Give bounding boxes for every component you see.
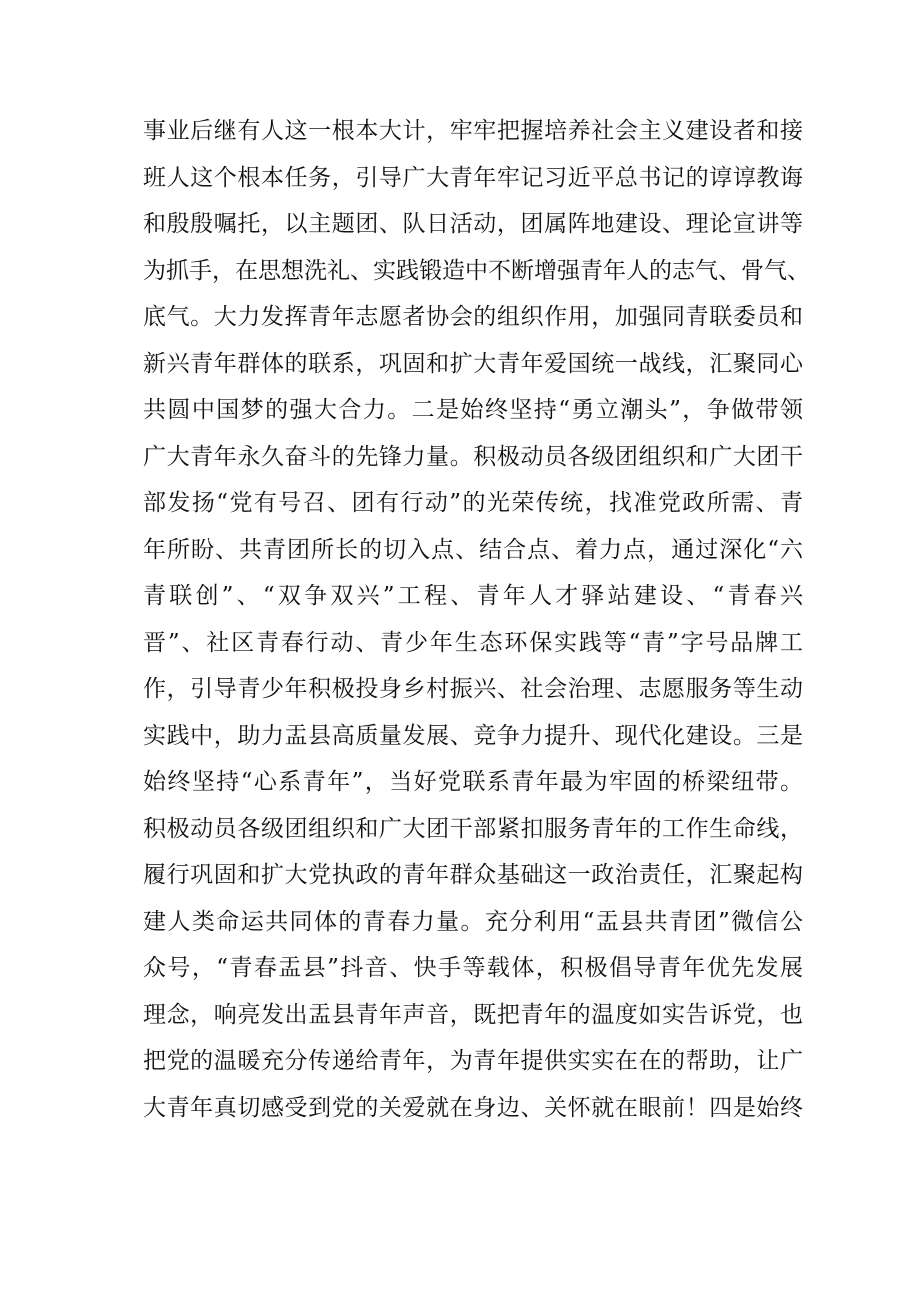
text-line: 始终坚持“心系青年”，当好党联系青年最为牢固的桥梁纽带。 (143, 769, 803, 795)
text-line: 广大青年永久奋斗的先锋力量。积极动员各级团组织和广大团干 (143, 443, 803, 470)
text-line: 和殷殷嘱托，以主题团、队日活动，团属阵地建设、理论宣讲等 (143, 211, 803, 237)
text-line: 部发扬“党有号召、团有行动”的光荣传统，找准党政所需、青 (143, 490, 803, 516)
text-line: 把党的温暖充分传递给青年，为青年提供实实在在的帮助，让广 (143, 1048, 803, 1074)
text-line: 积极动员各级团组织和广大团干部紧扣服务青年的工作生命线， (143, 815, 803, 842)
text-line: 年所盼、共青团所长的切入点、结合点、着力点，通过深化“六 (143, 536, 803, 563)
text-line: 建人类命运共同体的青春力量。充分利用“盂县共青团”微信公 (143, 908, 803, 935)
text-line: 晋”、社区青春行动、青少年生态环保实践等“青”字号品牌工 (143, 629, 803, 656)
text-line: 实践中，助力盂县高质量发展、竞争力提升、现代化建设。三是 (143, 722, 803, 749)
body-paragraph (143, 108, 810, 1131)
text-line: 众号，“青春盂县”抖音、快手等载体，积极倡导青年优先发展 (143, 955, 803, 981)
text-line: 为抓手，在思想洗礼、实践锻造中不断增强青年人的志气、骨气、 (143, 257, 810, 284)
text-line: 青联创”、“双争双兴”工程、青年人才驿站建设、“青春兴 (143, 583, 803, 609)
text-line: 大青年真切感受到党的关爱就在身边、关怀就在眼前！四是始终 (143, 1094, 803, 1121)
text-line: 履行巩固和扩大党执政的青年群众基础这一政治责任，汇聚起构 (143, 862, 803, 888)
text-line: 作，引导青少年积极投身乡村振兴、社会治理、志愿服务等生动 (143, 676, 803, 702)
text-line: 共圆中国梦的强大合力。二是始终坚持“勇立潮头”，争做带领 (143, 397, 803, 423)
text-line: 理念，响亮发出盂县青年声音，既把青年的温度如实告诉党，也 (143, 1001, 803, 1028)
text-line: 事业后继有人这一根本大计，牢牢把握培养社会主义建设者和接 (143, 118, 803, 144)
text-line: 班人这个根本任务，引导广大青年牢记习近平总书记的谆谆教诲 (143, 164, 803, 191)
text-line: 新兴青年群体的联系，巩固和扩大青年爱国统一战线，汇聚同心 (143, 350, 803, 377)
text-line: 底气。大力发挥青年志愿者协会的组织作用，加强同青联委员和 (143, 304, 803, 330)
